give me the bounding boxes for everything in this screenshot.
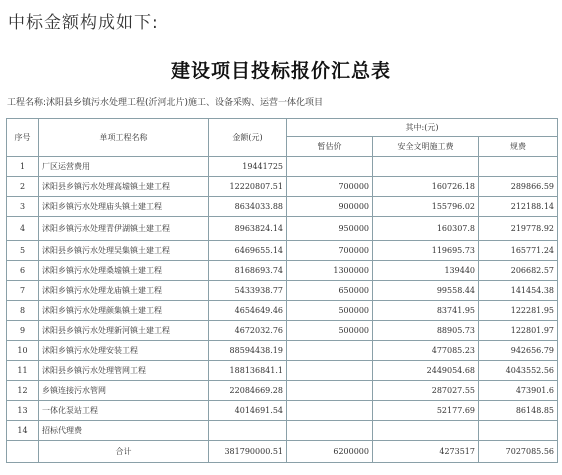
row-amount: 4672032.76 <box>209 321 287 341</box>
row-safety: 155796.02 <box>373 197 479 217</box>
intro-text: 中标金额构成如下: <box>8 13 159 33</box>
row-safety: 477085.23 <box>373 341 479 361</box>
table-row <box>7 217 558 241</box>
header-amount: 金额(元) <box>209 119 287 157</box>
table-row <box>7 301 558 321</box>
row-fees: 86148.85 <box>479 401 558 421</box>
total-amount: 381790000.51 <box>209 441 287 463</box>
table-row <box>7 381 558 401</box>
row-fees: 122281.95 <box>479 301 558 321</box>
row-fees <box>479 421 558 441</box>
row-no: 13 <box>7 401 39 421</box>
row-provisional <box>287 157 373 177</box>
table-row <box>7 261 558 281</box>
total-spacer <box>7 441 39 463</box>
total-safety: 4273517 <box>373 441 479 463</box>
table-row <box>7 241 558 261</box>
row-amount <box>209 421 287 441</box>
row-provisional <box>287 421 373 441</box>
row-provisional <box>287 401 373 421</box>
row-no: 6 <box>7 261 39 281</box>
table-row <box>7 401 558 421</box>
total-fees: 7027085.56 <box>479 441 558 463</box>
row-safety: 119695.73 <box>373 241 479 261</box>
row-fees: 473901.6 <box>479 381 558 401</box>
row-name: 沭阳乡镇污水处理安装工程 <box>39 341 209 361</box>
row-safety <box>373 421 479 441</box>
row-amount: 188136841.1 <box>209 361 287 381</box>
table-row <box>7 197 558 217</box>
row-no: 5 <box>7 241 39 261</box>
row-safety: 83741.95 <box>373 301 479 321</box>
row-amount: 8168693.74 <box>209 261 287 281</box>
header-name: 单项工程名称 <box>39 119 209 157</box>
row-amount: 4014691.54 <box>209 401 287 421</box>
row-fees: 289866.59 <box>479 177 558 197</box>
table-row <box>7 361 558 381</box>
row-amount: 8634033.88 <box>209 197 287 217</box>
table-title: 建设项目投标报价汇总表 <box>170 60 391 82</box>
table-row <box>7 281 558 301</box>
header-of-which: 其中:(元) <box>287 119 558 137</box>
header-fees: 规费 <box>479 137 558 157</box>
row-no: 2 <box>7 177 39 197</box>
row-provisional: 1300000 <box>287 261 373 281</box>
row-provisional: 500000 <box>287 321 373 341</box>
row-safety: 160726.18 <box>373 177 479 197</box>
row-name: 沭阳乡镇污水处理龙庙镇土建工程 <box>39 281 209 301</box>
row-no: 8 <box>7 301 39 321</box>
row-safety: 2449054.68 <box>373 361 479 381</box>
row-name: 沭阳乡镇污水处理桑墟镇土建工程 <box>39 261 209 281</box>
total-provisional: 6200000 <box>287 441 373 463</box>
row-fees: 219778.92 <box>479 217 558 241</box>
row-no: 9 <box>7 321 39 341</box>
row-fees: 206682.57 <box>479 261 558 281</box>
row-provisional: 650000 <box>287 281 373 301</box>
row-provisional <box>287 341 373 361</box>
row-amount: 19441725 <box>209 157 287 177</box>
row-fees: 212188.14 <box>479 197 558 217</box>
row-provisional: 900000 <box>287 197 373 217</box>
row-name: 沭阳乡镇污水处理青伊湖镇土建工程 <box>39 217 209 241</box>
row-no: 12 <box>7 381 39 401</box>
bid-summary-table <box>6 118 558 463</box>
row-safety: 52177.69 <box>373 401 479 421</box>
row-provisional <box>287 361 373 381</box>
row-name: 沭阳县乡镇污水处理管网工程 <box>39 361 209 381</box>
row-amount: 22084669.28 <box>209 381 287 401</box>
row-amount: 8963824.14 <box>209 217 287 241</box>
row-name: 沭阳乡镇污水处理颜集镇土建工程 <box>39 301 209 321</box>
row-name: 招标代理费 <box>39 421 209 441</box>
row-provisional <box>287 381 373 401</box>
row-name: 厂区运营费用 <box>39 157 209 177</box>
row-provisional: 500000 <box>287 301 373 321</box>
row-name: 沭阳县乡镇污水处理吴集镇土建工程 <box>39 241 209 261</box>
row-no: 14 <box>7 421 39 441</box>
row-fees: 141454.38 <box>479 281 558 301</box>
table-row <box>7 321 558 341</box>
row-name: 沭阳乡镇污水处理庙头镇土建工程 <box>39 197 209 217</box>
row-name: 乡镇连接污水管网 <box>39 381 209 401</box>
row-name: 一体化泵站工程 <box>39 401 209 421</box>
table-row <box>7 341 558 361</box>
row-name: 沭阳县乡镇污水处理新河镇土建工程 <box>39 321 209 341</box>
row-fees: 4043552.56 <box>479 361 558 381</box>
table-row <box>7 157 558 177</box>
row-no: 10 <box>7 341 39 361</box>
header-no: 序号 <box>7 119 39 157</box>
row-amount: 6469655.14 <box>209 241 287 261</box>
total-label: 合计 <box>39 441 209 463</box>
row-no: 4 <box>7 217 39 241</box>
row-fees: 122801.97 <box>479 321 558 341</box>
row-fees: 942656.79 <box>479 341 558 361</box>
total-row <box>7 441 558 463</box>
row-amount: 12220807.51 <box>209 177 287 197</box>
row-no: 1 <box>7 157 39 177</box>
row-provisional: 700000 <box>287 241 373 261</box>
row-amount: 5433938.77 <box>209 281 287 301</box>
row-no: 7 <box>7 281 39 301</box>
row-fees <box>479 157 558 177</box>
project-name-line: 工程名称:沭阳县乡镇污水处理工程(沂河北片)施工、设备采购、运营一体化项目 <box>7 98 324 108</box>
table-row <box>7 421 558 441</box>
row-safety: 139440 <box>373 261 479 281</box>
row-no: 3 <box>7 197 39 217</box>
row-amount: 4654649.46 <box>209 301 287 321</box>
row-provisional: 950000 <box>287 217 373 241</box>
table-row <box>7 177 558 197</box>
row-safety: 160307.8 <box>373 217 479 241</box>
row-safety <box>373 157 479 177</box>
row-safety: 287027.55 <box>373 381 479 401</box>
row-amount: 88594438.19 <box>209 341 287 361</box>
row-fees: 165771.24 <box>479 241 558 261</box>
header-safety: 安全文明施工费 <box>373 137 479 157</box>
row-provisional: 700000 <box>287 177 373 197</box>
row-name: 沭阳县乡镇污水处理高墟镇土建工程 <box>39 177 209 197</box>
row-safety: 99558.44 <box>373 281 479 301</box>
header-provisional: 暂估价 <box>287 137 373 157</box>
row-no: 11 <box>7 361 39 381</box>
row-safety: 88905.73 <box>373 321 479 341</box>
